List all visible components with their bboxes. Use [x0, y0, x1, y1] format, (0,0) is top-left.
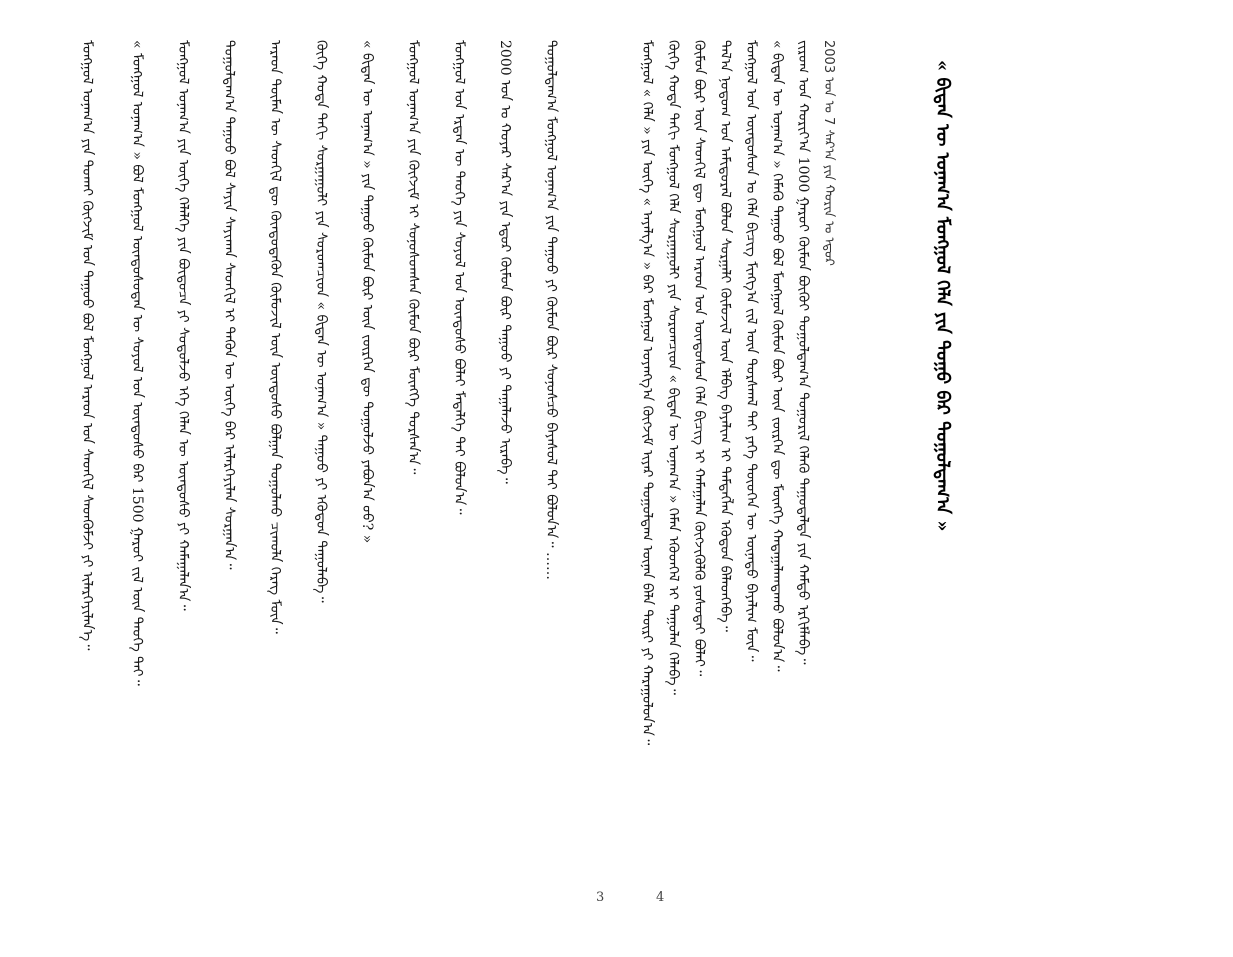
- right-page: [639, 40, 1200, 905]
- text-column: ᠲᠠᠯ᠎ᠠ ᠨᠤᠲᠤᠭ ᠤᠨ ᠠᠮᠢᠳᠤᠷᠠᠯ ᠪᠣᠯᠣᠨ ᠰᠤᠷᠭᠠᠯᠢ ᠬᠦᠮᠦᠵᠢᠯ ᠦᠨ ᠡᠯᠪᠡᠭ ᠪᠠᠶᠠᠯᠢᠭ ᠢ ᠲᠡᠮᠳᠡᠭᠯᠡᠨ ᠡᠭᠦᠳᠦᠨ ᠪᠡᠯᠡᠳᠬᠡᠪᠡ᠃: [717, 40, 733, 632]
- text-column: ᠮᠣᠩᠭᠣᠯ ᠤᠨ ᠦᠨᠳᠦᠰᠦᠨ ᠤ ᠬᠡᠯᠡ ᠪᠢᠴᠢᠭ ᠮᠢᠩᠭ᠎ᠠ ᠵᠢᠯ ᠦᠨ ᠳᠤᠷᠰᠬᠠᠯ ᠲᠠᠢ ᠶᠡᠬᠡ ᠲᠦᠦᠬᠡᠨ ᠦ ᠦᠨᠡᠲᠦ ᠪᠠᠶᠠᠯᠢᠭ ᠮᠥᠨ᠃: [743, 40, 759, 662]
- text-column: 2000 ᠣᠨ ᠤ ᠬᠣᠶᠠᠷ ᠰᠠᠷ᠎ᠠ ᠶᠢᠨ ᠡᠳᠦᠷ ᠬᠦᠮᠦᠨ ᠪᠦᠷ ᠳᠠᠭᠤᠤ ᠶᠢ ᠲᠠᠭᠠᠯᠠᠵᠤ ᠢᠷᠡᠪᠡ᠃: [497, 40, 513, 484]
- text-column: ᠮᠣᠩᠭᠣᠯ ᠤᠨ ᠡᠷᠲᠡᠨ ᠦ ᠲᠡᠦᠬᠡ ᠶᠢᠨ ᠰᠣᠶᠣᠯ ᠤᠨ ᠦᠨᠳᠦᠰᠦ ᠪᠣᠯᠠᠢ ᠮᠡᠳᠡᠯᠭᠡ ᠲᠠᠢ ᠪᠣᠯᠤᠨ᠎ᠠ᠃: [451, 40, 467, 515]
- text-column: ᠮᠣᠩᠭᠣᠯ ᠤᠨᠠᠭ᠎ᠠ ᠶᠢᠨ ᠬᠥᠭᠵᠢᠮ ᠢ ᠰᠣᠨᠤᠰᠤᠭᠰᠠᠨ ᠬᠦᠮᠦᠨ ᠪᠦᠷ ᠮᠥᠩᠬᠡ ᠳᠤᠷᠰᠠᠨ᠎ᠠ᠃: [405, 40, 421, 475]
- article-date: 2003 ᠣᠨ ᠤ 7 ᠰᠠᠷ᠎ᠠ ᠶᠢᠨ ᠬᠣᠷᠢᠨ ᠤ ᠡᠳᠦᠷ: [821, 40, 836, 266]
- text-column: ᠲᠣᠭᠣᠯᠳᠠᠭ᠎ᠠ ᠳᠠᠭᠤᠤ ᠪᠣᠯ ᠰᠠᠶᠢᠨ ᠰᠠᠶᠢᠬᠠᠨ ᠰᠡᠳᠬᠢᠯ ᠢ ᠲᠡᠭᠦᠨ ᠦ ᠦᠭᠡ ᠪᠠᠷ ᠢᠯᠡᠷᠬᠡᠶᠢᠯᠡᠨ ᠰᠤᠷᠭᠠᠨ᠎ᠠ᠃: [221, 40, 237, 570]
- text-column: ᠮᠣᠩᠭᠣᠯ « ᠬᠡᠯᠡ » ᠶᠢᠨ ᠦᠭᠡ « ᠠᠶᠠᠯᠭ᠎ᠠ » ᠪᠠᠷ ᠮᠣᠩᠭᠣᠯ ᠤᠶᠠᠩᠭ᠎ᠠ ᠬᠥᠭᠵᠢᠮ ᠢᠶᠡᠷ ᠲᠣᠭᠣᠯᠳᠠᠭ ᠦᠨᠡᠨ ᠪᠡᠯᠡ ᠳᠦᠷᠢ ᠶᠢ ᠬᠠᠷᠠᠭᠤᠯᠤᠨ᠎ᠠ᠃: [639, 40, 655, 746]
- text-column: « ᠪᠢᠳᠡᠨ ᠦ ᠤᠨᠠᠭ᠎ᠠ » ᠬᠡᠮᠡᠬᠦ ᠳᠠᠭᠤᠤ ᠪᠣᠯ ᠮᠣᠩᠭᠣᠯ ᠬᠦᠮᠦᠨ ᠪᠦᠷ ᠦᠨ ᠵᠦᠷᠬᠡᠨ ᠳᠦ ᠮᠥᠩᠬᠡ ᠬᠠᠳᠠᠭᠠᠯᠠᠭᠳᠠᠬᠤ ᠪᠣᠯᠤᠨ᠎ᠠ᠃: [769, 40, 785, 672]
- page-number: 3: [596, 890, 605, 905]
- article-title: « ᠪᠢᠳᠡᠨ ᠦ ᠤᠨᠠᠭ᠎ᠠ ᠮᠣᠩᠭᠣᠯ ᠬᠡᠯᠡ ᠶᠢᠨ ᠳᠤᠭᠤ ᠪᠠᠷ ᠲᠣᠭᠣᠯᠳᠠᠭ᠎ᠠ »: [932, 60, 953, 532]
- text-column: « ᠪᠢᠳᠡᠨ ᠦ ᠤᠨᠠᠭ᠎ᠠ » ᠶᠢᠨ ᠳᠠᠭᠤᠤ ᠬᠦᠮᠦᠨ ᠪᠦᠷ ᠦᠨ ᠵᠦᠷᠬᠡᠨ ᠳᠦ ᠲᠤᠭᠤᠯᠵᠤ ᠶᠠᠪᠤᠨ᠎ᠠ ᠤᠤ? »: [359, 40, 375, 544]
- text-column: ᠬᠥᠬᠡ ᠬᠣᠳᠠ ᠳᠠᠬᠢ ᠰᠤᠷᠭᠠᠭᠤᠯᠢ ᠶᠢᠨ ᠰᠤᠷᠤᠭᠴᠢᠳ « ᠪᠢᠳᠡᠨ ᠦ ᠤᠨᠠᠭ᠎ᠠ » ᠳᠠᠭᠤᠤ ᠶᠢ ᠡᠭᠦᠳᠦᠨ ᠳᠠᠭᠤᠯᠠᠪᠠ᠃: [313, 40, 329, 603]
- text-column: ᠵᠢᠷᠤᠭ ᠤᠨ ᠬᠣᠷᠢᠶ᠎ᠠ 1000 ᠭᠠᠷᠤᠢ ᠬᠦᠮᠦᠨ ᠪᠦᠬᠦᠢ ᠲᠣᠭᠣᠯᠳᠠᠭ᠎ᠠ ᠲᠣᠭᠤᠷᠢᠯ ᠬᠡᠯᠡᠬᠦ ᠳᠠᠭᠤᠳᠠᠯᠲᠠ ᠶᠢᠨ ᠬᠠᠮᠲᠤ ᠡᠷᠬᠢᠮᠯᠡᠪᠡ᠃: [795, 40, 811, 665]
- text-column: ᠮᠣᠩᠭᠣᠯ ᠤᠨᠠᠭ᠎ᠠ ᠶᠢᠨ ᠦᠭᠡ ᠬᠡᠯᠡᠯᠭᠡ ᠶᠢᠨ ᠪᠦᠲᠦᠴᠡ ᠶᠢ ᠰᠤᠳᠤᠯᠵᠤ ᠡᠬᠡ ᠬᠡᠯᠡᠨ ᠦ ᠦᠨᠳᠦᠰᠦ ᠶᠢ ᠬᠠᠮᠠᠭᠠᠯᠠᠨ᠎ᠠ᠃: [175, 40, 191, 611]
- text-column: ᠲᠣᠭᠣᠯᠳᠠᠭ᠎ᠠ ᠮᠣᠩᠭᠣᠯ ᠤᠨᠠᠭ᠎ᠠ ᠶᠢᠨ ᠳᠠᠭᠤᠤ ᠶᠢ ᠬᠦᠮᠦᠨ ᠪᠦᠷ ᠰᠣᠨᠤᠰᠴᠤ ᠪᠠᠶᠠᠰᠤᠯ ᠲᠠᠢ ᠪᠣᠯᠤᠨ᠎ᠠ᠃ ……: [543, 40, 559, 580]
- left-page: [60, 40, 620, 905]
- text-column: ᠠᠷᠠᠳ ᠲᠦᠮᠡᠨ ᠦ ᠰᠡᠳᠬᠢᠯ ᠳᠦ ᠬᠦᠨᠳᠦᠳᠡᠭᠦᠨ ᠬᠦᠮᠦᠵᠢᠯ ᠦᠨ ᠦᠨᠳᠦᠰᠦ ᠪᠣᠯᠭᠠᠨ ᠲᠤᠭᠤᠯᠬᠤ ᠴᠢᠬᠤᠯᠠ ᠬᠡᠷᠡᠭ ᠮᠥᠨ᠃: [267, 40, 283, 634]
- text-column: ᠮᠣᠩᠭᠣᠯ ᠤᠨᠠᠭ᠎ᠠ ᠶᠢᠨ ᠲᠤᠬᠠᠢ ᠬᠥᠭᠵᠢᠮ ᠤᠨ ᠳᠠᠭᠤᠤ ᠪᠣᠯ ᠮᠣᠩᠭᠣᠯ ᠠᠷᠠᠳ ᠤᠨ ᠰᠡᠳᠭᠢᠯ ᠰᠡᠳᠬᠦᠮᠵᠢ ᠶᠢ ᠢᠯᠡᠷᠬᠡᠶᠢᠯᠡᠨ᠎ᠡ᠃: [79, 40, 95, 651]
- text-column: ᠬᠥᠬᠡ ᠬᠣᠳᠠ ᠳᠠᠬᠢ ᠮᠣᠩᠭᠣᠯ ᠬᠡᠯᠡ ᠰᠤᠷᠭᠠᠭᠤᠯᠢ ᠶᠢᠨ ᠰᠤᠷᠤᠭᠴᠢᠳ « ᠪᠢᠳᠡᠨ ᠦ ᠤᠨᠠᠭ᠎ᠠ » ᠬᠡᠮᠡᠨ ᠡᠭᠦᠳᠬᠡᠯ ᠢ ᠳᠠᠭᠤᠯᠠᠨ ᠬᠡᠯᠡᠪᠡ᠃: [665, 40, 681, 695]
- text-column: ᠬᠦᠮᠦᠨ ᠪᠦᠷ ᠦᠨ ᠰᠡᠳᠭᠢᠯ ᠳᠦ ᠮᠣᠩᠭᠣᠯ ᠠᠷᠠᠳ ᠤᠨ ᠦᠨᠳᠦᠰᠦᠨ ᠬᠡᠯᠡ ᠪᠢᠴᠢᠭ ᠢ ᠬᠠᠮᠠᠭᠠᠯᠠᠨ ᠬᠥᠭᠵᠢᠭᠦᠯᠬᠦ ᠶᠣᠰᠣᠲᠠᠢ ᠪᠣᠯᠠᠢ᠃: [691, 40, 707, 677]
- page-number: 4: [656, 890, 665, 905]
- text-column: « ᠮᠣᠩᠭᠣᠯ ᠤᠨᠠᠭ᠎ᠠ » ᠪᠣᠯ ᠮᠣᠩᠭᠣᠯ ᠦᠨᠳᠦᠰᠦᠲᠡᠨ ᠦ ᠰᠣᠶᠣᠯ ᠤᠨ ᠦᠨᠳᠦᠰᠦ ᠪᠠᠷ 1500 ᠭᠠᠷᠤᠢ ᠵᠢᠯ ᠦᠨ ᠲᠡᠦᠬᠡ ᠲᠠᠢ᠃: [129, 40, 145, 686]
